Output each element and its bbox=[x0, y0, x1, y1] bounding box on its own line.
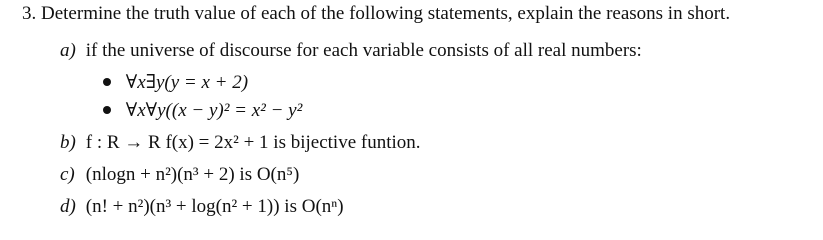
part-d-label: d) bbox=[60, 196, 76, 217]
part-b-line bbox=[60, 131, 421, 155]
part-c-text: (nlogn + n²)(n³ + 2) is O(n⁵) bbox=[85, 164, 300, 185]
formula-a1: ∀x∃y(y = x + 2) bbox=[125, 72, 249, 93]
part-d-line bbox=[60, 195, 344, 219]
part-b-label: b) bbox=[60, 132, 76, 153]
question-number: 3. bbox=[22, 3, 37, 24]
bullet-icon bbox=[103, 106, 111, 114]
part-a-label: a) bbox=[60, 40, 76, 61]
part-d-text: (n! + n²)(n³ + log(n² + 1)) is O(nⁿ) bbox=[85, 196, 344, 217]
part-a-item-2 bbox=[103, 99, 302, 123]
question-text: Determine the truth value of each of the following statements, explain the reasons in short. bbox=[41, 3, 731, 24]
part-b-text: f : R → R f(x) = 2x² + 1 is bijective funtion. bbox=[85, 132, 421, 153]
question-line bbox=[22, 2, 730, 26]
part-a-line bbox=[60, 39, 642, 63]
part-c-label: c) bbox=[60, 164, 75, 185]
part-a-item-1 bbox=[103, 71, 248, 95]
part-c-line bbox=[60, 163, 299, 187]
formula-a2: ∀x∀y((x − y)² = x² − y² bbox=[125, 100, 303, 121]
bullet-icon bbox=[103, 78, 111, 86]
part-a-text: if the universe of discourse for each variable consists of all real numbers: bbox=[85, 40, 642, 61]
